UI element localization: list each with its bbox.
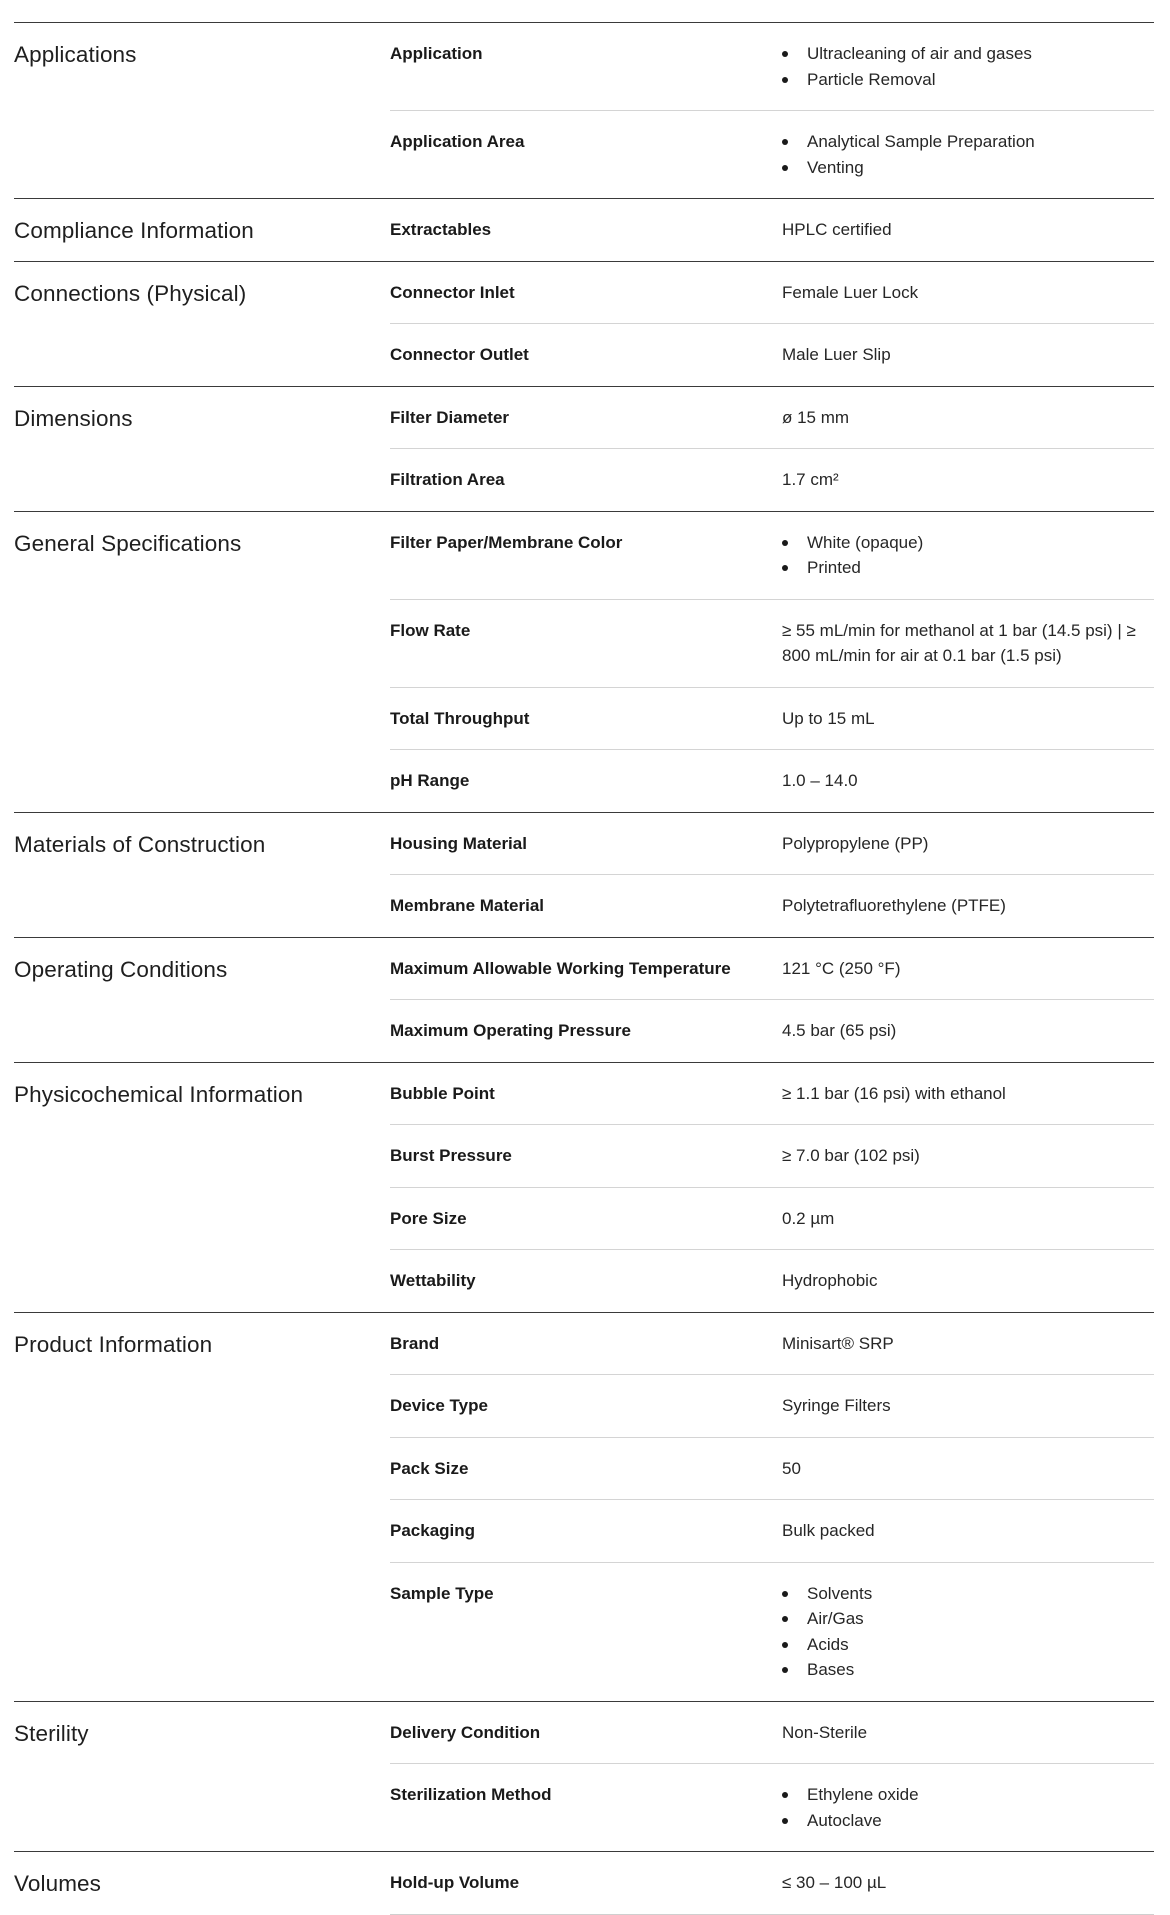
spec-value	[782, 1870, 1154, 1896]
spec-group-title: Dimensions	[14, 405, 133, 431]
spec-row	[390, 1000, 1154, 1062]
list-item	[807, 1657, 1154, 1683]
bullet-icon	[782, 565, 788, 571]
spec-value-text: 0.2 µm	[782, 1208, 835, 1228]
spec-group	[14, 938, 1154, 1063]
spec-row	[390, 23, 1154, 111]
spec-label: Packaging	[390, 1521, 476, 1540]
list-item-text: Bases	[807, 1660, 855, 1679]
spec-label: Flow Rate	[390, 620, 471, 640]
list-item-text: Solvents	[807, 1583, 873, 1603]
spec-label: Application Area	[390, 132, 525, 151]
spec-row	[390, 1250, 1154, 1312]
spec-value-text: Polytetrafluorethylene (PTFE)	[782, 896, 1006, 915]
spec-value	[782, 768, 1154, 794]
spec-value-text: Polypropylene (PP)	[782, 833, 929, 853]
list-item-text: Printed	[807, 558, 861, 577]
spec-value	[782, 1581, 1154, 1683]
spec-row	[390, 600, 1154, 688]
spec-value	[782, 706, 1154, 732]
spec-group-title: Volumes	[14, 1871, 101, 1896]
spec-label: Delivery Condition	[390, 1722, 541, 1742]
spec-value	[782, 405, 1154, 431]
spec-rows	[390, 23, 1154, 198]
spec-group	[14, 387, 1154, 512]
spec-row	[390, 1063, 1154, 1126]
spec-value	[782, 1268, 1154, 1294]
list-item-text: Air/Gas	[807, 1609, 864, 1628]
spec-label: Filter Paper/Membrane Color	[390, 532, 623, 552]
spec-value-text: 50	[782, 1458, 801, 1478]
spec-row	[390, 1702, 1154, 1765]
list-item	[807, 1782, 1154, 1808]
bullet-icon	[782, 77, 788, 83]
spec-row	[390, 1500, 1154, 1563]
spec-value-text: Up to 15 mL	[782, 708, 875, 728]
spec-value	[782, 956, 1154, 982]
spec-label: Membrane Material	[390, 896, 544, 915]
spec-label: Burst Pressure	[390, 1146, 512, 1165]
bullet-icon	[782, 165, 788, 171]
list-item-text: Analytical Sample Preparation	[807, 132, 1035, 151]
spec-value	[782, 217, 1154, 243]
spec-value	[782, 1782, 1154, 1833]
list-item-text: Ethylene oxide	[807, 1785, 919, 1804]
product-specifications-table	[14, 22, 1154, 1915]
spec-row	[390, 1438, 1154, 1501]
spec-value	[782, 893, 1154, 919]
spec-rows	[390, 938, 1154, 1062]
spec-value	[782, 280, 1154, 306]
spec-group-title: Physicochemical Information	[14, 1081, 304, 1107]
bullet-icon	[782, 1591, 788, 1597]
spec-rows	[390, 1852, 1154, 1915]
bullet-icon	[782, 51, 788, 57]
spec-row	[390, 813, 1154, 876]
spec-label: Hold-up Volume	[390, 1873, 520, 1892]
spec-value	[782, 1720, 1154, 1746]
spec-row	[390, 199, 1154, 261]
list-item	[807, 1632, 1154, 1658]
spec-value	[782, 1081, 1154, 1107]
bullet-icon	[782, 1616, 788, 1622]
bullet-icon	[782, 1667, 788, 1673]
list-item	[807, 1808, 1154, 1834]
spec-value	[782, 129, 1154, 180]
list-item	[807, 530, 1154, 556]
spec-value	[782, 618, 1154, 669]
spec-group-title: Product Information	[14, 1331, 213, 1357]
spec-label: Filter Diameter	[390, 407, 510, 427]
spec-value-text: 1.0 – 14.0	[782, 771, 858, 790]
spec-value	[782, 1143, 1154, 1169]
spec-group-title: Applications	[14, 42, 137, 67]
list-item	[807, 1581, 1154, 1607]
bullet-icon	[782, 1642, 788, 1648]
list-item	[807, 155, 1154, 181]
spec-value-text: HPLC certified	[782, 220, 892, 239]
bullet-icon	[782, 540, 788, 546]
spec-value-list	[782, 129, 1154, 180]
spec-row	[390, 512, 1154, 600]
spec-label: Device Type	[390, 1396, 488, 1415]
spec-value-text: Minisart® SRP	[782, 1333, 894, 1353]
spec-row	[390, 1764, 1154, 1851]
spec-rows	[390, 512, 1154, 812]
spec-label: Total Throughput	[390, 708, 530, 728]
list-item-text: Autoclave	[807, 1810, 882, 1830]
spec-value-list	[782, 41, 1154, 92]
spec-value-text: Female Luer Lock	[782, 282, 919, 302]
spec-row	[390, 875, 1154, 937]
spec-value-text: Male Luer Slip	[782, 345, 891, 364]
spec-row	[390, 938, 1154, 1001]
spec-label: pH Range	[390, 771, 470, 790]
spec-value-text: ≤ 30 – 100 µL	[782, 1873, 887, 1892]
spec-row	[390, 1563, 1154, 1701]
spec-row	[390, 111, 1154, 198]
spec-rows	[390, 1063, 1154, 1312]
spec-group	[14, 1063, 1154, 1313]
spec-label: Sample Type	[390, 1583, 494, 1603]
spec-label: Maximum Allowable Working Temperature	[390, 958, 731, 978]
spec-group	[14, 512, 1154, 813]
spec-value	[782, 1018, 1154, 1044]
spec-value-text: 1.7 cm²	[782, 470, 839, 489]
spec-label: Connector Outlet	[390, 345, 529, 364]
spec-row	[390, 1188, 1154, 1251]
spec-label: Application	[390, 44, 483, 63]
list-item-text: White (opaque)	[807, 532, 924, 552]
spec-group	[14, 199, 1154, 262]
spec-value	[782, 41, 1154, 92]
spec-row	[390, 1125, 1154, 1188]
spec-value-list	[782, 1581, 1154, 1683]
spec-label: Connector Inlet	[390, 282, 515, 302]
spec-group	[14, 1702, 1154, 1853]
list-item	[807, 129, 1154, 155]
spec-label: Sterilization Method	[390, 1785, 552, 1804]
list-item	[807, 555, 1154, 581]
spec-group-title: General Specifications	[14, 530, 242, 556]
bullet-icon	[782, 1792, 788, 1798]
spec-value	[782, 1518, 1154, 1544]
spec-group	[14, 23, 1154, 199]
spec-label: Brand	[390, 1333, 440, 1353]
spec-label: Extractables	[390, 220, 492, 239]
spec-rows	[390, 1313, 1154, 1701]
spec-value	[782, 467, 1154, 493]
spec-group-title: Operating Conditions	[14, 956, 228, 982]
spec-row	[390, 324, 1154, 386]
spec-value-text: 4.5 bar (65 psi)	[782, 1021, 897, 1040]
spec-group-title: Materials of Construction	[14, 831, 266, 857]
spec-rows	[390, 199, 1154, 261]
spec-value	[782, 342, 1154, 368]
spec-value-text: Hydrophobic	[782, 1271, 878, 1290]
spec-value-text: ≥ 7.0 bar (102 psi)	[782, 1146, 920, 1165]
spec-group-title: Connections (Physical)	[14, 280, 247, 306]
spec-group	[14, 1313, 1154, 1702]
spec-value-list	[782, 530, 1154, 581]
bullet-icon	[782, 139, 788, 145]
spec-row	[390, 449, 1154, 511]
list-item-text: Particle Removal	[807, 69, 936, 89]
spec-label: Pore Size	[390, 1208, 467, 1228]
spec-label: Pack Size	[390, 1458, 469, 1478]
spec-row	[390, 1852, 1154, 1915]
spec-value-list	[782, 1782, 1154, 1833]
spec-value-text: Bulk packed	[782, 1521, 875, 1540]
spec-group	[14, 262, 1154, 387]
spec-label: Maximum Operating Pressure	[390, 1021, 631, 1040]
list-item	[807, 1606, 1154, 1632]
spec-row	[390, 387, 1154, 450]
spec-value	[782, 831, 1154, 857]
spec-label: Bubble Point	[390, 1083, 495, 1103]
spec-row	[390, 262, 1154, 325]
spec-value-text: 121 °C (250 °F)	[782, 958, 901, 978]
spec-group-title: Sterility	[14, 1720, 89, 1746]
spec-rows	[390, 813, 1154, 937]
bullet-icon	[782, 1818, 788, 1824]
spec-label: Wettability	[390, 1271, 476, 1290]
list-item-text: Ultracleaning of air and gases	[807, 44, 1032, 63]
spec-row	[390, 750, 1154, 812]
spec-value-text: Non-Sterile	[782, 1722, 868, 1742]
spec-row	[390, 688, 1154, 751]
spec-value-text: Syringe Filters	[782, 1396, 891, 1415]
list-item	[807, 41, 1154, 67]
spec-value	[782, 1456, 1154, 1482]
list-item-text: Venting	[807, 157, 864, 177]
spec-row	[390, 1375, 1154, 1438]
spec-rows	[390, 1702, 1154, 1852]
spec-value	[782, 1206, 1154, 1232]
spec-rows	[390, 387, 1154, 511]
spec-rows	[390, 262, 1154, 386]
spec-group	[14, 1852, 1154, 1915]
list-item	[807, 67, 1154, 93]
spec-label: Housing Material	[390, 833, 527, 853]
spec-value-text: ø 15 mm	[782, 407, 850, 427]
spec-group	[14, 813, 1154, 938]
spec-group-title: Compliance Information	[14, 218, 254, 243]
spec-value	[782, 1331, 1154, 1357]
list-item-text: Acids	[807, 1634, 849, 1654]
spec-value-text: ≥ 55 mL/min for methanol at 1 bar (14.5 psi) | ≥ 800 mL/min for air at 0.1 bar (1.5 psi)	[782, 620, 1136, 665]
spec-value	[782, 1393, 1154, 1419]
spec-label: Filtration Area	[390, 470, 505, 489]
spec-row	[390, 1313, 1154, 1376]
spec-value	[782, 530, 1154, 581]
spec-value-text: ≥ 1.1 bar (16 psi) with ethanol	[782, 1083, 1006, 1103]
